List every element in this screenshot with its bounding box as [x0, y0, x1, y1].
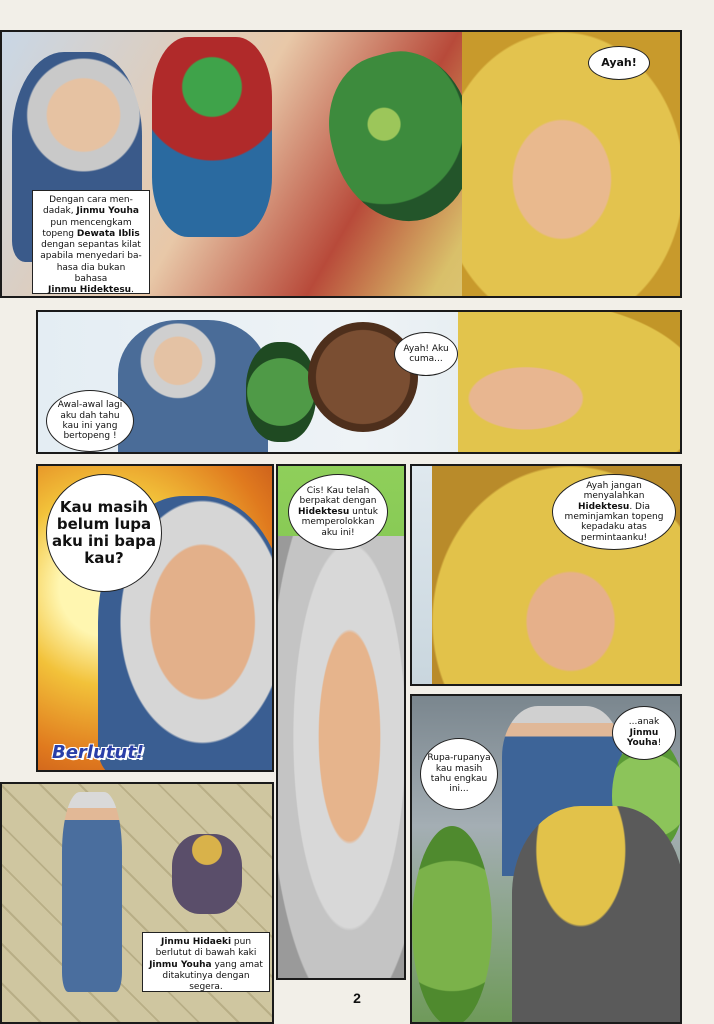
old-man-face-closeup: [278, 536, 406, 980]
demon-mask-figure: [152, 37, 272, 237]
narration-caption: Dengan cara men- dadak, Jinmu Youha pun mencengkam topeng Dewata Iblis dengan sepantas kilat apabila menyedari ba- hasa dia bukan bahasa Jinmu Hidektesu.: [32, 190, 150, 294]
panel-2: [36, 310, 682, 454]
blonde-young-man: [462, 32, 682, 298]
speech-bubble-left: Rupa-rupanya kau masih tahu engkau ini...: [420, 738, 498, 810]
standing-old-man: [62, 792, 122, 992]
page-number: 2: [353, 990, 361, 1006]
panel-3: [36, 464, 274, 772]
panel-5: [410, 464, 682, 686]
speech-bubble-left: Awal-awal lagi aku dah tahu kau ini yang bertopeng !: [46, 390, 134, 452]
speech-bubble-right: ...anak Jinmu Youha!: [612, 706, 676, 760]
speech-bubble: Cis! Kau telah berpakat dengan Hidektesu untuk memperolokkan aku ini!: [288, 474, 388, 550]
speech-bubble-right: Ayah! Aku cuma...: [394, 332, 458, 376]
speech-bubble-big: Kau masih belum lupa aku ini bapa kau?: [46, 474, 162, 592]
panel-4: [276, 464, 406, 980]
sound-effect-text: Berlutut!: [52, 742, 145, 763]
kneeling-young-man: [172, 834, 242, 914]
speech-bubble: Ayah jangan menyalahkan Hidektesu. Dia meminjamkan topeng kepadaku atas permintaanku!: [552, 474, 676, 550]
panel-7: [410, 694, 682, 1024]
speech-bubble-ayah: Ayah!: [588, 46, 650, 80]
green-mask: [246, 342, 316, 442]
blonde-young-man: [458, 312, 682, 454]
narration-caption: Jinmu Hidaeki pun berlutut di bawah kaki Jinmu Youha yang amat ditakutinya dengan segera.: [142, 932, 270, 992]
panel-1: [0, 30, 682, 298]
panel-6: [0, 782, 274, 1024]
